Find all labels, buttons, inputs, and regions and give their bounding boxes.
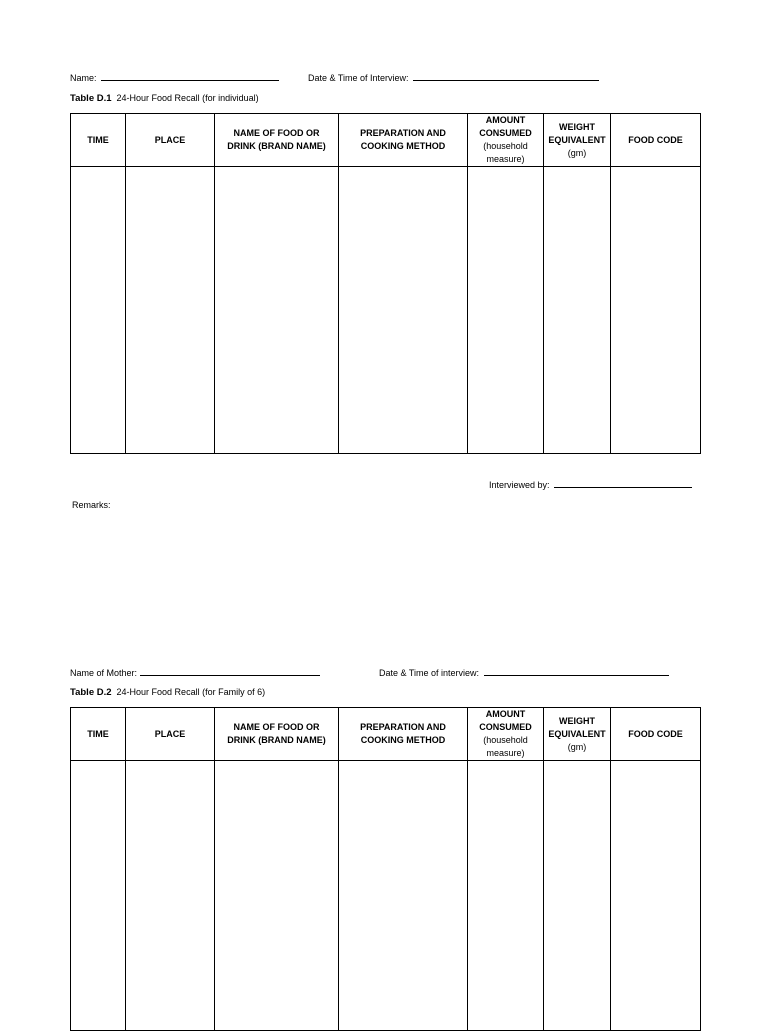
col-header-place: PLACE [126,114,215,167]
preparation-cell[interactable] [339,167,468,454]
table-header-row [71,708,701,761]
col-header-preparation: PREPARATION AND COOKING METHOD [339,114,468,167]
col-header-place: PLACE [126,708,215,761]
name-label: Name: [70,73,97,83]
interview-date-row [308,71,599,83]
col-header-weight: WEIGHT EQUIVALENT (gm) [544,708,611,761]
interviewed-by-label: Interviewed by: [489,480,550,490]
col-header-amount: AMOUNT CONSUMED (household measure) [468,708,544,761]
table-d1-title: 24-Hour Food Recall (for individual) [116,93,259,103]
interviewed-by-field[interactable] [554,478,692,488]
place-cell[interactable] [126,167,215,454]
interview-date-field[interactable] [413,71,599,81]
food-recall-table-individual [70,113,701,454]
time-cell[interactable] [71,761,126,1031]
col-header-preparation: PREPARATION AND COOKING METHOD [339,708,468,761]
col-header-time: TIME [71,114,126,167]
col-header-food-code: FOOD CODE [611,708,701,761]
family-interview-date-label: Date & Time of interview: [379,668,480,678]
col-header-food-name: NAME OF FOOD OR DRINK (BRAND NAME) [215,114,339,167]
weight-cell[interactable] [544,761,611,1031]
food-recall-table-family [70,707,701,1031]
table-d1-number: Table D.1 [70,93,112,104]
time-cell[interactable] [71,167,126,454]
mother-name-field[interactable] [140,666,320,676]
name-field-row [70,71,279,83]
col-header-food-code: FOOD CODE [611,114,701,167]
weight-cell[interactable] [544,167,611,454]
table-d2-title: 24-Hour Food Recall (for Family of 6) [116,687,266,697]
mother-name-row [70,666,320,678]
family-interview-date-field[interactable] [484,666,669,676]
interviewed-by-row [489,478,692,490]
interview-date-label: Date & Time of Interview: [308,73,409,83]
amount-cell[interactable] [468,167,544,454]
col-header-time: TIME [71,708,126,761]
food-code-cell[interactable] [611,761,701,1031]
remarks-label: Remarks: [72,500,111,510]
preparation-cell[interactable] [339,761,468,1031]
table-entry-row [71,761,701,1031]
food-code-cell[interactable] [611,167,701,454]
amount-cell[interactable] [468,761,544,1031]
col-header-amount: AMOUNT CONSUMED (household measure) [468,114,544,167]
food-name-cell[interactable] [215,167,339,454]
col-header-weight: WEIGHT EQUIVALENT (gm) [544,114,611,167]
table-d2-number: Table D.2 [70,687,112,698]
mother-name-label: Name of Mother: [70,668,138,678]
name-field[interactable] [101,71,279,81]
table-header-row [71,114,701,167]
food-name-cell[interactable] [215,761,339,1031]
table-d2-caption [70,687,265,698]
col-header-food-name: NAME OF FOOD OR DRINK (BRAND NAME) [215,708,339,761]
table-entry-row [71,167,701,454]
family-interview-date-row [379,666,669,678]
table-d1-caption [70,93,259,104]
place-cell[interactable] [126,761,215,1031]
